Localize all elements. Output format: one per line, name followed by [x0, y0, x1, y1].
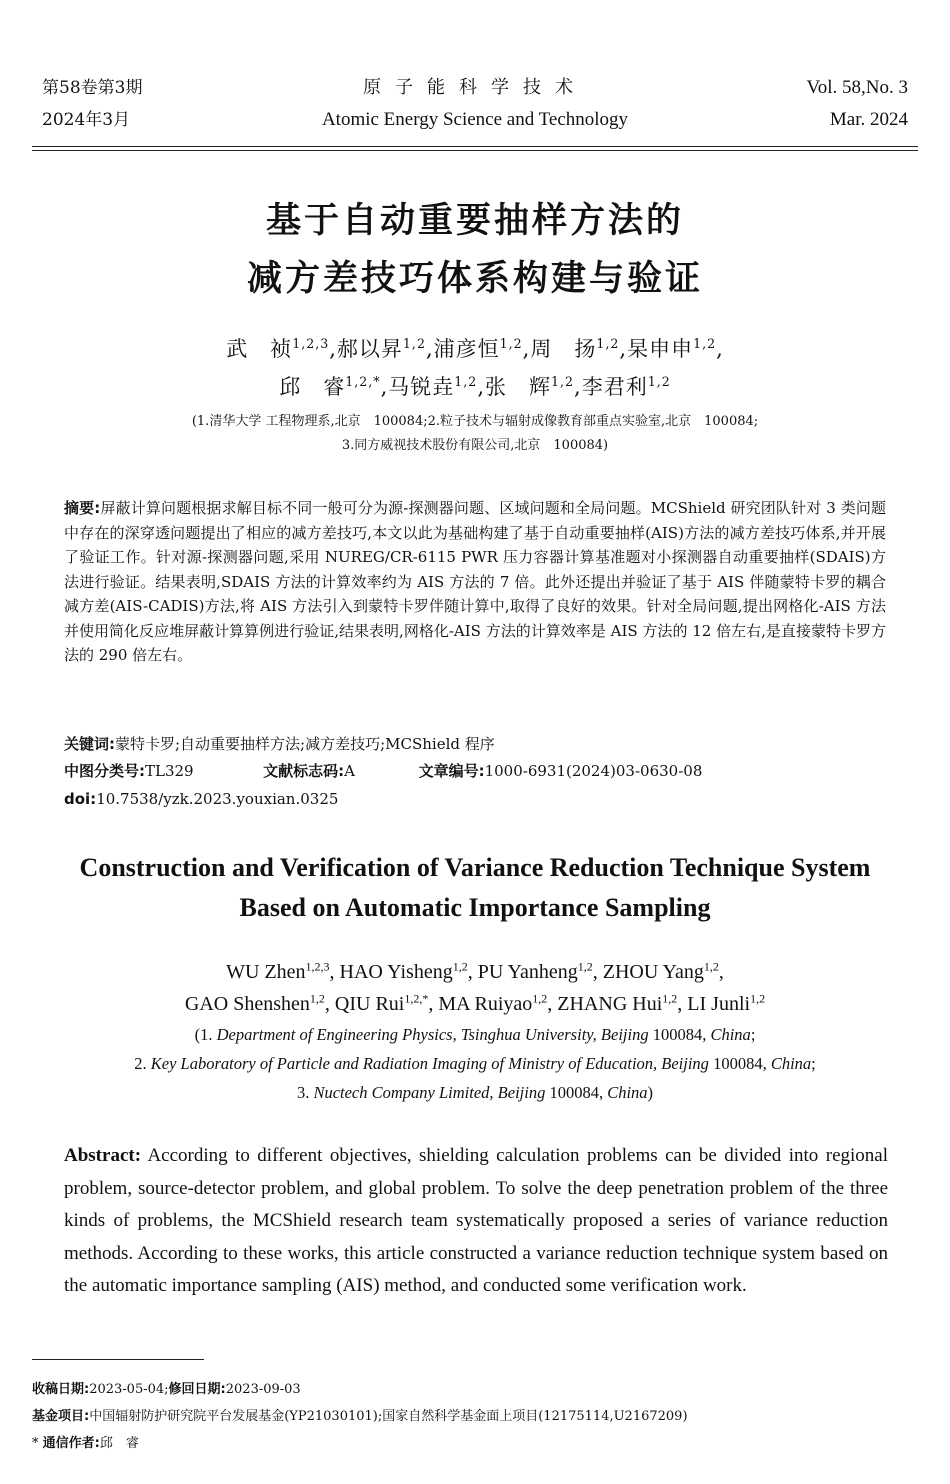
affiliation-en-part: 100084,	[648, 1025, 711, 1044]
authors-cn	[0, 330, 950, 406]
corr-label: 通信作者:	[42, 1436, 100, 1451]
author-name: 郝以昇	[336, 337, 403, 361]
journal-issue-en	[806, 72, 908, 136]
author-affiliation-sup: 1,2	[309, 991, 325, 1006]
affiliation-en-part: (1.	[194, 1025, 217, 1044]
fund-value: 中国辐射防护研究院平台发展基金(YP21030101);国家自然科学基金面上项目(12175114,U2167209)	[89, 1409, 688, 1424]
corr-value: 邱 睿	[99, 1436, 139, 1451]
doi-value[interactable]: 10.7538/yzk.2023.youxian.0325	[96, 790, 339, 808]
author-affiliation-sup: 1,2	[454, 374, 478, 389]
title-en-line1: Construction and Verification of Variance Reduction Technique System	[79, 853, 871, 882]
journal-name-en: Atomic Energy Science and Technology	[321, 109, 629, 130]
affiliation-en-part: Key Laboratory of Particle and Radiation Imaging of Ministry of Education, Beijing	[150, 1054, 709, 1073]
affiliation-en-part: China	[607, 1083, 648, 1102]
received-label: 收稿日期:	[32, 1382, 90, 1397]
author-affiliation-sup: 1,2,3	[292, 336, 330, 351]
volume-en: Vol. 58,No. 3	[806, 77, 908, 98]
clc-label: 中图分类号:	[64, 762, 145, 780]
header-rule-thick	[32, 146, 918, 147]
author-affiliation-sup: 1,2	[647, 374, 671, 389]
author-name: 周 扬	[530, 337, 597, 361]
footnote-fund	[32, 1404, 688, 1430]
fund-label: 基金项目:	[32, 1409, 90, 1424]
abstract-cn	[64, 496, 886, 668]
date-en: Mar. 2024	[829, 109, 908, 130]
affiliation-en-part: ;	[811, 1054, 816, 1073]
author-name: 马锐垚	[388, 375, 455, 399]
author-affiliation-sup: 1,2	[693, 336, 717, 351]
abstract-cn-label: 摘要:	[64, 499, 101, 517]
authors-en-line1: WU Zhen$^{1,2,3}$, HAO Yisheng$^{1,2}$, PU Yanheng$^{1,2}$, ZHOU Yang$^{1,2}$,	[226, 959, 724, 983]
doi-label: doi:	[64, 790, 97, 808]
article-no-label: 文章编号:	[418, 762, 485, 780]
affiliation-en-line	[0, 1020, 950, 1049]
author-name: MA Ruiyao	[438, 993, 533, 1015]
author-name: GAO Shenshen	[184, 993, 310, 1015]
title-cn-line2: 减方差技巧体系构建与验证	[246, 259, 703, 299]
affiliation-en-part: 100084,	[708, 1054, 771, 1073]
revised-label: 修回日期:	[168, 1382, 226, 1397]
affiliation-en-part: Department of Engineering Physics, Tsinghua University, Beijing	[216, 1025, 649, 1044]
affiliation-en-part: 100084,	[545, 1083, 608, 1102]
affiliation-en-part: Nuctech Company Limited, Beijing	[313, 1083, 546, 1102]
author-affiliation-sup: 1,2	[596, 336, 620, 351]
author-name: 李君利	[581, 375, 648, 399]
author-name: WU Zhen	[226, 961, 306, 983]
abstract-en-label: Abstract:	[64, 1145, 142, 1166]
abstract-en-text: According to different objectives, shielding calculation problems can be divided into regional problem, source-detector problem, and global problem. To solve the deep penetration problem of the three kinds of problems, the MCShield research team systematically proposed a series of variance reduction methods. According to these works, this article constructed a variance reduction technique system based on the automatic importance sampling (AIS) method, and conducted some verification work.	[64, 1145, 889, 1296]
author-affiliation-sup: 1,2,3	[305, 959, 330, 974]
page-title-cn	[0, 192, 950, 308]
author-name: 邱 睿	[279, 375, 346, 399]
footnote-corresponding	[32, 1431, 139, 1457]
author-affiliation-sup: 1,2	[750, 991, 766, 1006]
authors-cn-line1: 武 祯$^{1,2,3}$,郝以昇$^{1,2}$,浦彦恒$^{1,2}$,周 扬$^{1,2}$,杲申申$^{1,2}$,	[226, 336, 724, 361]
author-affiliation-sup: 1,2,*	[345, 374, 381, 389]
keywords-cn	[64, 732, 495, 756]
affiliation-en-line	[0, 1049, 950, 1078]
keywords-cn-text: 蒙特卡罗;自动重要抽样方法;减方差技巧;MCShield 程序	[115, 735, 495, 753]
author-name: LI Junli	[687, 993, 751, 1015]
authors-cn-line2: 邱 睿$^{1,2,*}$,马锐垚$^{1,2}$,张 辉$^{1,2}$,李君利$^{1,2}$	[279, 374, 671, 399]
doi-line	[64, 787, 338, 811]
author-affiliation-sup: 1,2	[662, 991, 678, 1006]
author-affiliation-sup: 1,2	[551, 374, 575, 389]
author-affiliation-sup: 1,2,*	[404, 991, 429, 1006]
classification-line	[64, 759, 702, 783]
authors-en	[0, 956, 950, 1020]
author-name: 杲申申	[627, 337, 694, 361]
received-value: 2023-05-04;	[89, 1382, 169, 1397]
abstract-en	[64, 1140, 888, 1303]
affiliation-en-part: 2.	[134, 1054, 151, 1073]
author-affiliation-sup: 1,2	[703, 959, 719, 974]
doc-code-value: A	[344, 762, 356, 780]
author-name: ZHOU Yang	[602, 961, 704, 983]
author-name: ZHANG Hui	[557, 993, 663, 1015]
clc-value: TL329	[145, 762, 194, 780]
article-no-value: 1000-6931(2024)03-0630-08	[484, 762, 703, 780]
revised-value: 2023-09-03	[225, 1382, 301, 1397]
abstract-cn-text: 屏蔽计算问题根据求解目标不同一般可分为源-探测器问题、区域问题和全局问题。MCShield 研究团队针对 3 类问题中存在的深穿透问题提出了相应的减方差技巧,本文以此为基础构建了基于自动重要抽样(AIS)方法的减方差技巧体系,并开展了验证工作。针对源-探测器问题,采用 NUREG/CR-6115 PWR 压力容器计算基准题对小探测器自动重要抽样(SDAIS)方法进行验证。结果表明,SDAIS 方法的计算效率约为 AIS 方法的 7 倍。此外还提出并验证了基于 AIS 伴随蒙特卡罗的耦合减方差(AIS-CADIS)方法,将 AIS 方法引入到蒙特卡罗伴随计算中,取得了良好的效果。针对全局问题,提出网格化-AIS 方法并使用简化反应堆屏蔽计算算例进行验证,结果表明,网格化-AIS 方法的计算效率是 AIS 方法的 12 倍左右,是直接蒙特卡罗方法的 290 倍左右。	[64, 499, 886, 664]
affiliation-en-part: ;	[750, 1025, 756, 1044]
affiliation-en-line	[0, 1078, 950, 1107]
authors-en-line2: GAO Shenshen$^{1,2}$, QIU Rui$^{1,2,*}$, MA Ruiyao$^{1,2}$, ZHANG Hui$^{1,2}$, LI Junli$^{1,2}$	[184, 991, 766, 1015]
title-en-line2: Based on Automatic Importance Sampling	[239, 893, 711, 922]
author-affiliation-sup: 1,2	[532, 991, 548, 1006]
author-name: 浦彦恒	[433, 337, 500, 361]
affiliation-en-part: China	[770, 1054, 812, 1073]
author-name: HAO Yisheng	[339, 961, 453, 983]
doc-code-label: 文献标志码:	[263, 762, 345, 780]
author-affiliation-sup: 1,2	[452, 959, 468, 974]
author-name: QIU Rui	[334, 993, 405, 1015]
author-affiliation-sup: 1,2	[577, 959, 593, 974]
title-cn-line1: 基于自动重要抽样方法的	[265, 201, 684, 241]
affiliation-en-part: )	[647, 1083, 654, 1102]
affiliation-en-part: China	[710, 1025, 751, 1044]
affiliation-cn-line1: (1.清华大学 工程物理系,北京 100084;2.粒子技术与辐射成像教育部重点实验室,北京 100084;	[191, 414, 759, 429]
author-name: 张 辉	[485, 375, 551, 399]
affiliation-cn-line2: 3.同方威视技术股份有限公司,北京 100084)	[341, 438, 609, 453]
volume-cn: 第58卷第3期	[42, 78, 143, 98]
corr-asterisk: *	[32, 1436, 39, 1451]
page-title-en	[0, 848, 950, 928]
affiliations-en	[0, 1020, 950, 1107]
affiliations-cn	[0, 410, 950, 458]
author-affiliation-sup: 1,2	[499, 336, 523, 351]
author-name: 武 祯	[226, 337, 293, 361]
header-rule-thin	[32, 150, 918, 151]
journal-name-cn: 原子能科学技术	[363, 77, 587, 98]
author-affiliation-sup: 1,2	[402, 336, 426, 351]
date-cn: 2024年3月	[42, 110, 131, 130]
author-name: PU Yanheng	[477, 961, 578, 983]
affiliation-en-part: 3.	[296, 1083, 314, 1102]
footnote-rule	[32, 1359, 204, 1360]
keywords-cn-label: 关键词:	[64, 735, 115, 753]
footnote-dates	[32, 1377, 301, 1403]
